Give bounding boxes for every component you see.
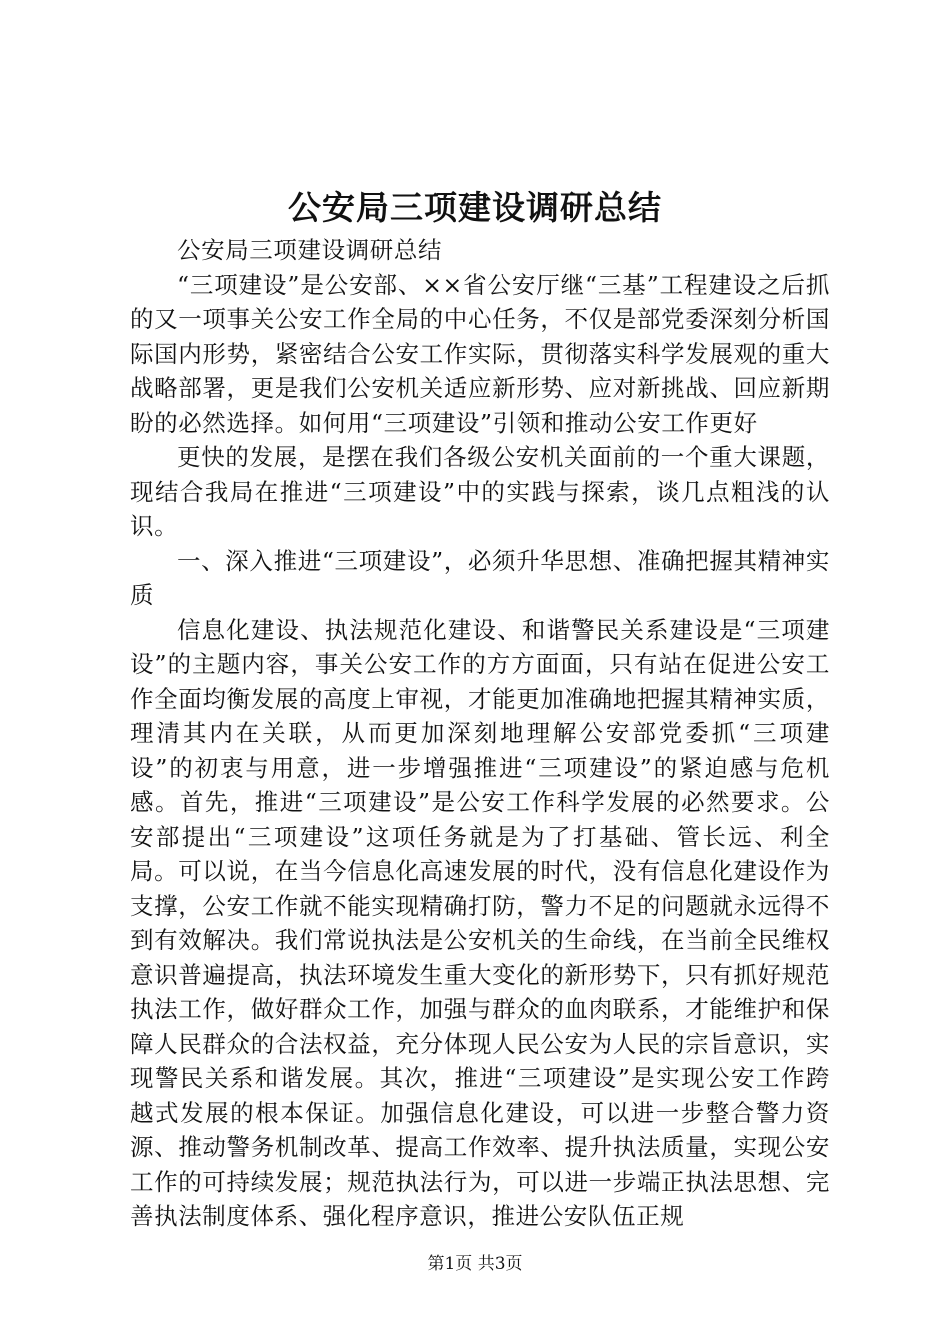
document-title: 公安局三项建设调研总结 <box>288 188 662 227</box>
paragraph: 更快的发展，是摆在我们各级公安机关面前的一个重大课题，现结合我局在推进“三项建设”中的实践与探索，谈几点粗浅的认识。 <box>130 443 830 540</box>
section-heading: 一、深入推进“三项建设”，必须升华思想、准确把握其精神实质 <box>130 546 830 609</box>
paragraph: 信息化建设、执法规范化建设、和谐警民关系建设是“三项建设”的主题内容，事关公安工作的方方面面，只有站在促进公安工作全面均衡发展的高度上审视，才能更加准确地把握其精神实质，理清其内在关联，从而更加深刻地理解公安部党委抓“三项建设”的初衷与用意，进一步增强推进“三项建设”的紧迫感与危机感。首先，推进“三项建设”是公安工作科学发展的必然要求。公安部提出“三项建设”这项任务就是为了打基础、管长远、利全局。可以说，在当今信息化高速发展的时代，没有信息化建设作为支撑，公安工作就不能实现精确打防，警力不足的问题就永远得不到有效解决。我们常说执法是公安机关的生命线，在当前全民维权意识普遍提高，执法环境发生重大变化的新形势下，只有抓好规范执法工作，做好群众工作，加强与群众的血肉联系，才能维护和保障人民群众的合法权益，充分体现人民公安为人民的宗旨意识，实现警民关系和谐发展。其次，推进“三项建设”是实现公安工作跨越式发展的根本保证。加强信息化建设，可以进一步整合警力资源、推动警务机制改革、提高工作效率、提升执法质量，实现公安工作的可持续发展；规范执法行为，可以进一步端正执法思想、完善执法制度体系、强化程序意识，推进公安队伍正规 <box>130 615 830 1230</box>
paragraph: 公安局三项建设调研总结 <box>177 236 443 264</box>
document-body <box>130 233 830 1234</box>
page-footer: 第1页 共3页 <box>427 1254 523 1274</box>
paragraph: “三项建设”是公安部、××省公安厅继“三基”工程建设之后抓的又一项事关公安工作全局的中心任务，不仅是部党委深刻分析国际国内形势，紧密结合公安工作实际，贯彻落实科学发展观的重大战略部署，更是我们公安机关适应新形势、应对新挑战、回应新期盼的必然选择。如何用“三项建设”引领和推动公安工作更好 <box>130 270 830 437</box>
